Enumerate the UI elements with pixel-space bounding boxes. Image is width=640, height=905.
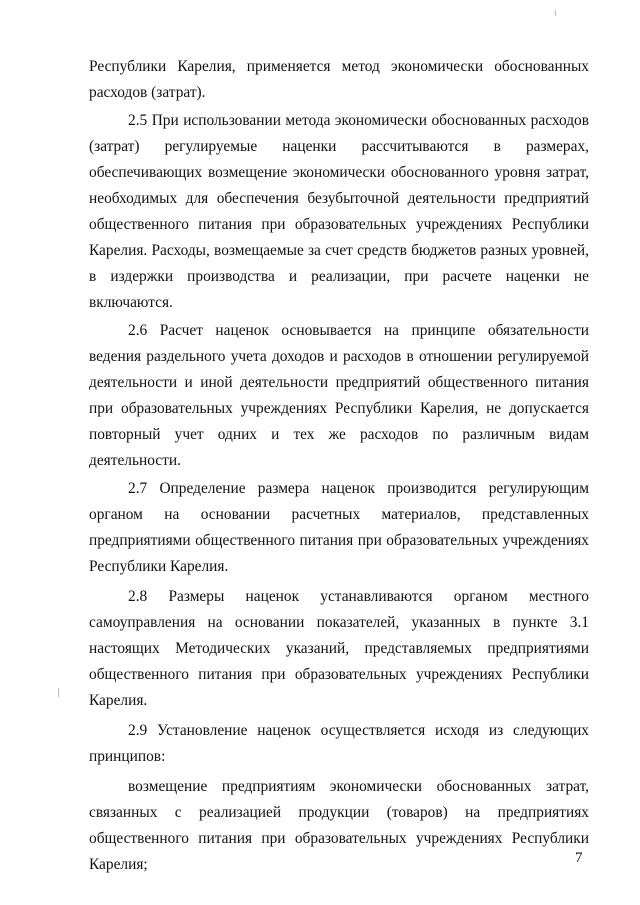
scan-margin-mark — [58, 688, 59, 697]
paragraph-2-8: 2.8 Размеры наценок устанавливаются органом местного самоуправления на основании показателей, указанных в пункте 3.1 настоящих Методических указаний, представляемых предприятиями общественного питания при образовательных учреждениях Республики Карелия. — [89, 588, 589, 709]
paragraph-continuation: Республики Карелия, применяется метод экономически обоснованных расходов (затрат). — [89, 58, 589, 101]
page-number: 7 — [575, 850, 583, 866]
paragraph-2-5: 2.5 При использовании метода экономически обоснованных расходов (затрат) регулируемые наценки рассчитываются в размерах, обеспечивающих возмещение экономически обоснованного уровня затрат, необходимых для обеспечения безубыточной деятельности предприятий общественного питания при образовательных учреждениях Республики Карелия. Расходы, возмещаемые за счет средств бюджетов разных уровней, в издержки производства и реализации, при расчете наценки не включаются. — [89, 112, 589, 311]
paragraph-2-9: 2.9 Установление наценок осуществляется исходя из следующих принципов: — [89, 722, 589, 765]
paragraph-2-9-item: возмещение предприятиям экономически обоснованных затрат, связанных с реализацией продукции (товаров) на предприятиях общественного питания при образовательных учреждениях Республики Карелия; — [89, 778, 589, 873]
paragraph-2-6: 2.6 Расчет наценок основывается на принципе обязательности ведения раздельного учета доходов и расходов в отношении регулируемой деятельности и иной деятельности предприятий общественного питания при образовательных учреждениях Республики Карелия, не допускается повторный учет одних и тех же расходов по различным видам деятельности. — [89, 322, 589, 469]
scan-edge-mark — [555, 10, 556, 16]
document-body — [89, 54, 589, 878]
paragraph-2-7: 2.7 Определение размера наценок производится регулирующим органом на основании расчетных материалов, представленных предприятиями общественного питания при образовательных учреждениях Республики Карелия. — [89, 480, 589, 575]
